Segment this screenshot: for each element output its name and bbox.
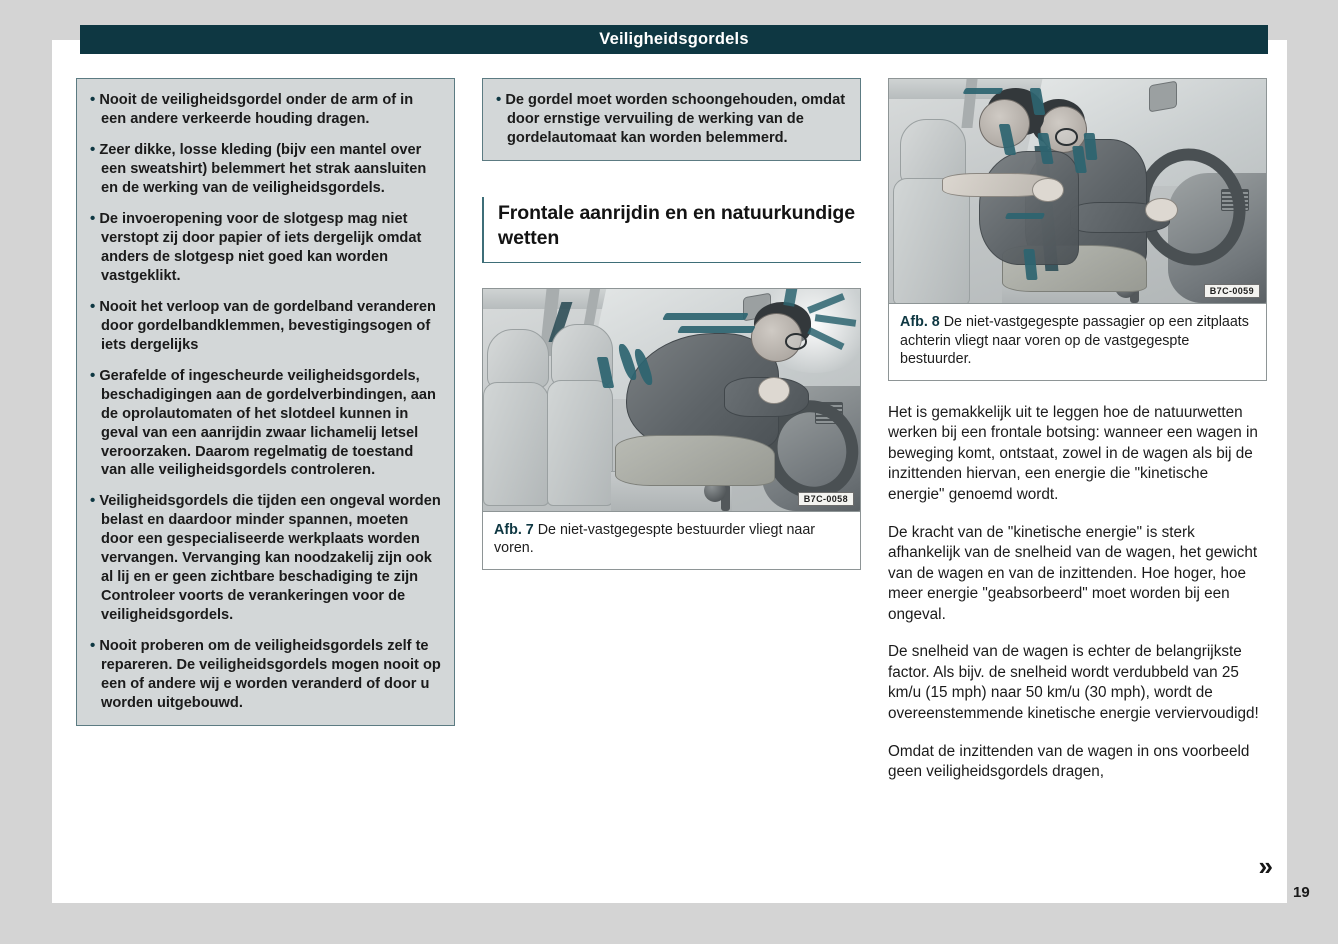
section-heading-text: Frontale aanrijdin en en natuurkundige wetten bbox=[498, 201, 855, 250]
figure-8-illustration bbox=[889, 79, 1266, 304]
motion-line bbox=[677, 326, 756, 333]
figure-8-caption-text: De niet-vastgegespte passagier op een zitplaats achterin vliegt naar voren op de vastgegespte bestuurder. bbox=[900, 314, 1249, 368]
rear-seatback bbox=[893, 178, 970, 304]
bullet-icon: • bbox=[90, 140, 96, 158]
bullet-icon: • bbox=[90, 209, 96, 227]
warning-item-text: Gerafelde of ingescheurde veiligheidsgordels, beschadigingen aan de gordelverbindingen, aan de oprolautomaten of het slotdeel kunnen in geval van een aanrijdin zwaar lichamelij letsel veroorzaken. Daarom regelmatig de toestand van alle veiligheidsgordels controleren. bbox=[99, 367, 436, 479]
figure-8-label: Afb. 8 bbox=[900, 314, 940, 330]
figure-8 bbox=[888, 78, 1267, 381]
driver-glasses bbox=[1055, 128, 1078, 145]
bullet-icon: • bbox=[90, 297, 96, 315]
rear-headrest-left bbox=[487, 329, 549, 389]
motion-line bbox=[662, 313, 748, 320]
warning-item-text: Nooit de veiligheidsgordel onder de arm of in een andere verkeerde houding dragen. bbox=[99, 92, 414, 127]
continue-arrow-icon: » bbox=[1258, 851, 1273, 881]
driver-hand bbox=[758, 377, 790, 403]
body-paragraph: Omdat de inzittenden van de wagen in ons voorbeeld geen veiligheidsgordels dragen, bbox=[888, 742, 1250, 781]
warning-item bbox=[90, 90, 441, 129]
motion-line bbox=[963, 88, 1004, 94]
car-interior-scene bbox=[483, 289, 860, 511]
bullet-icon: • bbox=[90, 366, 96, 384]
warning-item bbox=[90, 366, 441, 481]
figure-7-id-badge: B7C-0058 bbox=[798, 492, 854, 506]
warning-item-text: Zeer dikke, losse kleding (bijv een mantel over een sweatshirt) belemmert het strak aansluiten en de werking van de veiligheidsgordels. bbox=[99, 141, 427, 196]
warning-item-text: Nooit proberen om de veiligheidsgordels zelf te repareren. De veiligheidsgordels mogen nooit op een of andere wij e worden veranderd of door u worden uitgebouwd. bbox=[99, 638, 441, 712]
warning-item-text: De invoeropening voor de slotgesp mag niet verstopt zij door papier of iets dergelijk omdat anders de slotgesp niet goed kan worden vastgeklikt. bbox=[99, 210, 422, 284]
page-columns bbox=[76, 78, 1273, 903]
body-text-block bbox=[888, 403, 1267, 783]
body-paragraph: De kracht van de "kinetische energie" is sterk afhankelijk van de snelheid van de wagen, het gewicht van de wagen en van de inzittenden. Hoe hoger, hoe meer energie "geabsorbeerd" moet worden bij een ongeval. bbox=[888, 523, 1258, 623]
figure-7-caption-text: De niet-vastgegespte bestuurder vliegt naar voren. bbox=[494, 521, 816, 557]
body-paragraph: De snelheid van de wagen is echter de belangrijkste factor. Als bijv. de snelheid wordt verdubbeld van 25 km/u (15 mph) naar 50 km/u (30 mph), wordt de overeenstemmende kinetische energie verviervoudigd! bbox=[888, 643, 1259, 723]
running-head bbox=[80, 25, 1268, 54]
warning-item bbox=[496, 90, 847, 148]
warning-item-text: De gordel moet worden schoongehouden, omdat door ernstige vervuiling de werking van de gordelautomaat kan worden belemmerd. bbox=[505, 92, 846, 146]
column-one bbox=[76, 78, 455, 903]
warning-item bbox=[90, 297, 441, 355]
figure-7-illustration bbox=[483, 289, 860, 512]
bullet-icon: • bbox=[90, 91, 96, 108]
rear-seatback-left bbox=[483, 382, 549, 506]
figure-7 bbox=[482, 288, 861, 570]
figure-7-caption bbox=[483, 512, 860, 569]
car-interior-scene-two bbox=[889, 79, 1266, 303]
warning-item-text: Nooit het verloop van de gordelband veranderen door gordelbandklemmen, bevestigingsogen of iets dergelijks bbox=[99, 298, 436, 353]
warning-item-text: Veiligheidsgordels die tijden een ongeval worden belast en daardoor minder spannen, moeten door een gespecialiseerde werkplaats worden vervangen. Vervanging kan noodzakelij zijn ook al lij en er geen zichtbare beschadiging te zijn Controleer voorts de verankeringen voor de veiligheidsgordels. bbox=[99, 493, 441, 624]
bullet-icon: • bbox=[90, 637, 96, 655]
driver-legs bbox=[615, 435, 775, 486]
motion-line bbox=[1005, 213, 1045, 219]
bullet-icon: • bbox=[90, 492, 96, 510]
figure-8-caption bbox=[889, 304, 1266, 380]
warning-box-one bbox=[76, 78, 455, 726]
figure-7-label: Afb. 7 bbox=[494, 521, 534, 538]
driver-hand bbox=[1145, 198, 1177, 222]
section-heading bbox=[482, 197, 861, 263]
column-three bbox=[888, 78, 1273, 903]
warning-item bbox=[90, 209, 441, 286]
rear-view-mirror bbox=[1149, 81, 1177, 113]
rear-passenger-torso bbox=[979, 151, 1079, 265]
warning-item bbox=[90, 636, 441, 713]
figure-8-id-badge: B7C-0059 bbox=[1204, 284, 1260, 298]
page-number: 19 bbox=[1293, 884, 1310, 901]
page-title: Veiligheidsgordels bbox=[599, 30, 749, 49]
bullet-icon: • bbox=[496, 91, 502, 108]
warning-box-two bbox=[482, 78, 861, 161]
body-paragraph: Het is gemakkelijk uit te leggen hoe de natuurwetten werken bij een frontale botsing: wanneer een wagen in beweging komt, ontstaat, zowel in de wagen als bij de inzittenden hiervan, een energie die "kinetische energie" genoemd wordt. bbox=[888, 403, 1258, 503]
rear-passenger-hand bbox=[1032, 178, 1064, 202]
rear-seatback-right bbox=[547, 380, 613, 506]
warning-item bbox=[90, 140, 441, 198]
warning-item bbox=[90, 491, 441, 625]
column-two bbox=[482, 78, 861, 903]
